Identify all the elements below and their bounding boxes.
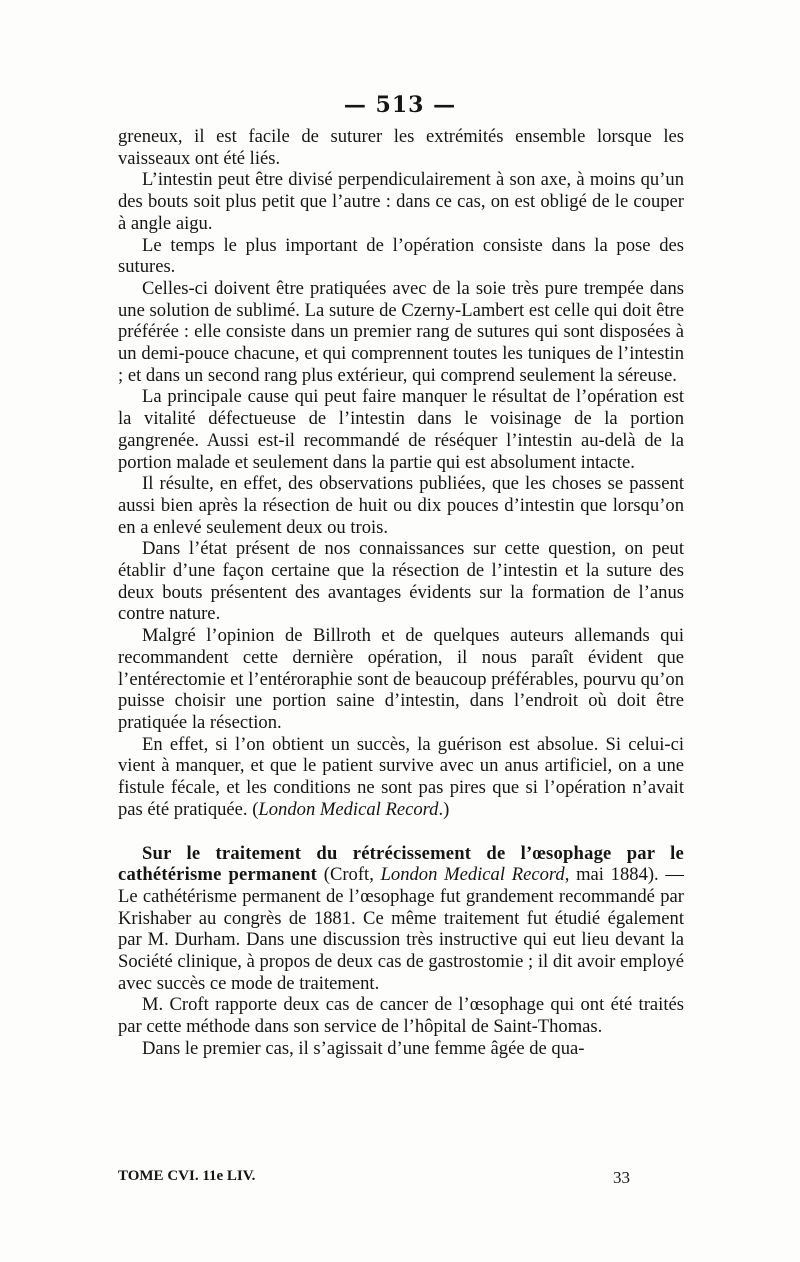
page-number: — 513 — bbox=[343, 92, 457, 118]
section-cite-rest: , mai 1884). — Le cathétérisme permanent de l’œsophage fut grandement recommandé par Krishaber au congrès de 1881. Ce même traitement fut étudié également par M. Durham. Dans une discussion très instructive qui eut lieu devant la Société clinique, à propos de deux cas de gastrostomie ; il dit avoir employé avec succès ce mode de traitement. bbox=[118, 864, 685, 994]
section-cite-journal: London Medical Record bbox=[380, 864, 565, 886]
paragraph: Il résulte, en effet, des observations publiées, que les choses se passent aussi bien après la résection de huit ou dix pouces d’intestin que lorsqu’on en a enlevé seulement deux ou trois. bbox=[118, 473, 684, 538]
paragraph: Malgré l’opinion de Billroth et de quelques auteurs allemands qui recommandent cette dernière opération, il nous paraît évident que l’entérectomie et l’entéroraphie sont de beaucoup préférables, pourvu qu’on puisse choisir une portion saine d’intestin, dans l’endroit où doit être pratiquée la résection. bbox=[118, 625, 684, 733]
volume-label: TOME CVI. 11e LIV. bbox=[118, 1168, 256, 1184]
paragraph: Dans l’état présent de nos connaissances sur cette question, on peut établir d’une façon certaine que la résection de l’intestin et la suture des deux bouts présentent des avantages évidents sur la formation de l’anus contre nature. bbox=[118, 538, 684, 625]
paragraph: Le temps le plus important de l’opération consiste dans la pose des sutures. bbox=[118, 234, 684, 278]
section-heading: Sur le traitement du rétrécissement de l’œsophage par le cathétérisme permanent bbox=[118, 842, 684, 886]
paragraph-text: En effet, si l’on obtient un succès, la guérison est absolue. Si celui-ci vient à manquer, et que le patient survive avec un anus artificiel, on a une fistule fécale, et les conditions ne sont pas pires que si l’opération n’avait pas été pratiquée. ( bbox=[118, 733, 684, 820]
paragraph: M. Croft rapporte deux cas de cancer de l’œsophage qui ont été traités par cette méthode dans son service de l’hôpital de Saint-Thomas. bbox=[118, 994, 684, 1038]
paragraph-with-citation bbox=[118, 734, 684, 821]
citation-close: .) bbox=[438, 798, 450, 820]
page-footer bbox=[118, 1168, 684, 1188]
paragraph: L’intestin peut être divisé perpendiculairement à son axe, à moins qu’un des bouts soit plus petit que l’autre : dans ce cas, on est obligé de le couper à angle aigu. bbox=[118, 169, 684, 234]
section-paragraph bbox=[118, 843, 684, 995]
paragraph: Dans le premier cas, il s’agissait d’une femme âgée de qua- bbox=[142, 1037, 585, 1059]
paragraph: La principale cause qui peut faire manquer le résultat de l’opération est la vitalité défectueuse de l’intestin dans le voisinage de la portion gangrenée. Aussi est-il recommandé de réséquer l’intestin au-delà de la portion malade et seulement dans la partie qui est absolument intacte. bbox=[118, 386, 684, 473]
body-text bbox=[118, 126, 684, 1060]
section-cite-open: (Croft, bbox=[317, 864, 381, 886]
signature-mark: 33 bbox=[613, 1168, 630, 1187]
paragraph: greneux, il est facile de suturer les extrémités ensemble lorsque les vaisseaux ont été liés. bbox=[118, 126, 684, 169]
citation-journal: London Medical Record bbox=[258, 798, 439, 820]
paragraph: Celles-ci doivent être pratiquées avec de la soie très pure trempée dans une solution de sublimé. La suture de Czerny-Lambert est celle qui doit être préférée : elle consiste dans un premier rang de sutures qui sont disposées à un demi-pouce chacune, et qui comprennent toutes les tuniques de l’intestin ; et dans un second rang plus extérieur, qui comprend seulement la séreuse. bbox=[118, 277, 684, 386]
section-spacer bbox=[118, 821, 684, 843]
